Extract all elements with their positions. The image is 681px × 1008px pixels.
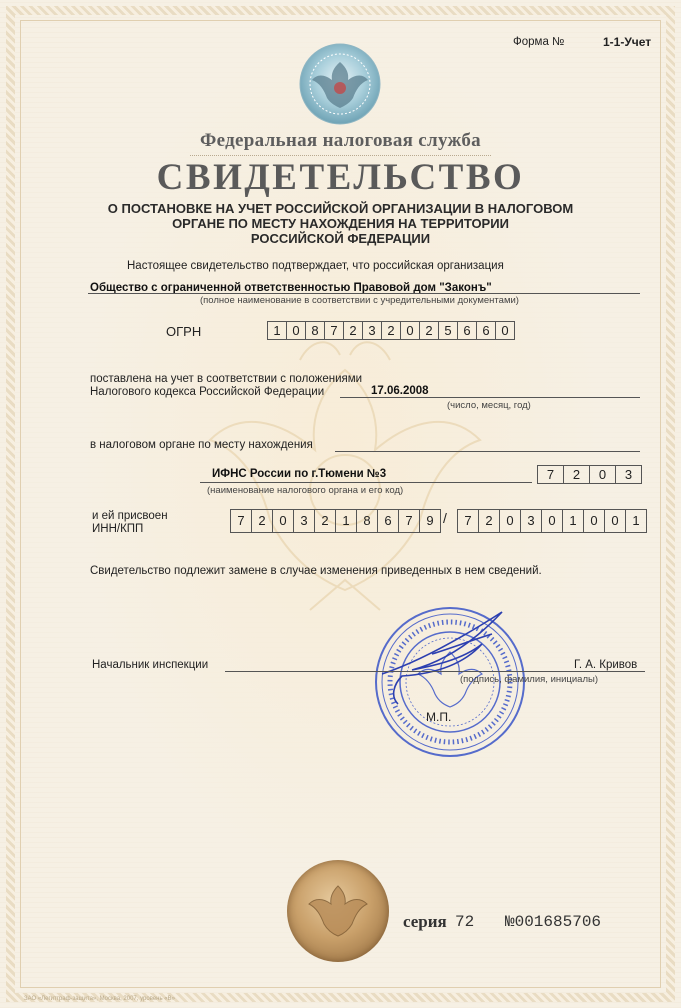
date-caption: (число, месяц, год) <box>447 400 531 411</box>
signer-title: Начальник инспекции <box>92 659 209 671</box>
signer-name: Г. А. Кривов <box>574 659 638 671</box>
inn-digit: 2 <box>315 510 336 532</box>
registered-text-1: поставлена на учет в соответствии с положениями <box>90 373 363 385</box>
tax-code-digit: 3 <box>624 467 633 482</box>
tax-code-digit: 2 <box>564 466 590 483</box>
ogrn-boxes <box>267 321 515 340</box>
serial-series: 72 <box>455 913 475 931</box>
assigned-text-1: и ей присвоен <box>92 510 168 522</box>
ogrn-label: ОГРН <box>166 324 202 339</box>
org-name-line <box>88 293 640 294</box>
inn-digit: 8 <box>357 510 378 532</box>
subtitle-line: РОССИЙСКОЙ ФЕДЕРАЦИИ <box>250 231 431 246</box>
stamp-place-label: М.П. <box>426 710 452 724</box>
inn-digit: 7 <box>231 510 252 532</box>
organization-name: Общество с ограниченной ответственностью Правовой дом "Законъ" <box>90 282 492 294</box>
kpp-digit: 1 <box>632 513 640 528</box>
ogrn-digit: 0 <box>401 322 420 339</box>
inn-digit: 7 <box>399 510 420 532</box>
serial-number: №001685706 <box>505 913 602 931</box>
issuer-title: Федеральная налоговая служба <box>200 130 481 151</box>
subtitle-line: О ПОСТАНОВКЕ НА УЧЕТ РОССИЙСКОЙ ОРГАНИЗАЦИИ В НАЛОГОВОМ <box>107 201 574 216</box>
subtitle-line: ОРГАНЕ ПО МЕСТУ НАХОЖДЕНИЯ НА ТЕРРИТОРИИ <box>172 216 509 231</box>
form-label: Форма № <box>513 36 565 48</box>
ogrn-digit: 7 <box>325 322 344 339</box>
inn-boxes <box>230 509 441 533</box>
ogrn-digit: 2 <box>344 322 363 339</box>
signature-caption: (подпись, фамилия, инициалы) <box>460 674 598 685</box>
date-line <box>340 397 640 398</box>
ogrn-digit: 6 <box>477 322 496 339</box>
tax-office-name: ИФНС России по г.Тюмени №3 <box>212 468 387 480</box>
ogrn-digit: 8 <box>306 322 325 339</box>
registration-date: 17.06.2008 <box>371 385 429 397</box>
inn-kpp-separator: / <box>443 510 447 526</box>
location-text: в налоговом органе по месту нахождения <box>90 439 313 451</box>
kpp-digit: 1 <box>563 510 584 532</box>
ogrn-digit: 6 <box>458 322 477 339</box>
location-line <box>335 451 640 452</box>
kpp-digit: 0 <box>500 510 521 532</box>
ogrn-digit: 0 <box>287 322 306 339</box>
replacement-note: Свидетельство подлежит замене в случае изменения приведенных в нем сведений. <box>90 565 542 577</box>
hologram-eagle-icon <box>305 880 371 942</box>
ogrn-digit: 1 <box>268 322 287 339</box>
signature-line <box>225 671 645 672</box>
form-number: 1-1-Учет <box>603 35 652 49</box>
printer-note: ЗАО «Легитграф-защита», Москва, 2007, уровень «В» <box>24 996 175 1002</box>
inn-digit: 2 <box>252 510 273 532</box>
intro-text: Настоящее свидетельство подтверждает, что российская организация <box>127 260 504 272</box>
kpp-digit: 0 <box>584 510 605 532</box>
document-subtitle <box>0 201 681 246</box>
kpp-digit: 0 <box>542 510 563 532</box>
tax-office-code-boxes <box>537 465 642 484</box>
inn-digit: 3 <box>294 510 315 532</box>
tax-office-line <box>200 482 532 483</box>
tax-office-caption: (наименование налогового органа и его код) <box>207 485 404 496</box>
serial-label: серия <box>403 912 447 931</box>
kpp-digit: 7 <box>458 510 479 532</box>
kpp-digit: 3 <box>521 510 542 532</box>
ogrn-digit: 2 <box>382 322 401 339</box>
org-name-caption: (полное наименование в соответствии с учредительными документами) <box>200 295 519 306</box>
inn-digit: 9 <box>426 513 434 528</box>
kpp-boxes <box>457 509 647 533</box>
tax-code-digit: 7 <box>538 466 564 483</box>
ogrn-digit: 3 <box>363 322 382 339</box>
fns-emblem-icon <box>298 42 382 126</box>
registered-text-2: Налогового кодекса Российской Федерации <box>90 386 325 398</box>
assigned-text-2: ИНН/КПП <box>92 523 144 535</box>
kpp-digit: 2 <box>479 510 500 532</box>
ogrn-digit: 2 <box>420 322 439 339</box>
inn-digit: 1 <box>336 510 357 532</box>
inn-digit: 6 <box>378 510 399 532</box>
kpp-digit: 0 <box>605 510 626 532</box>
ogrn-digit: 0 <box>501 323 509 338</box>
ogrn-digit: 5 <box>439 322 458 339</box>
inn-digit: 0 <box>273 510 294 532</box>
tax-code-digit: 0 <box>590 466 616 483</box>
document-title: СВИДЕТЕЛЬСТВО <box>156 157 525 198</box>
